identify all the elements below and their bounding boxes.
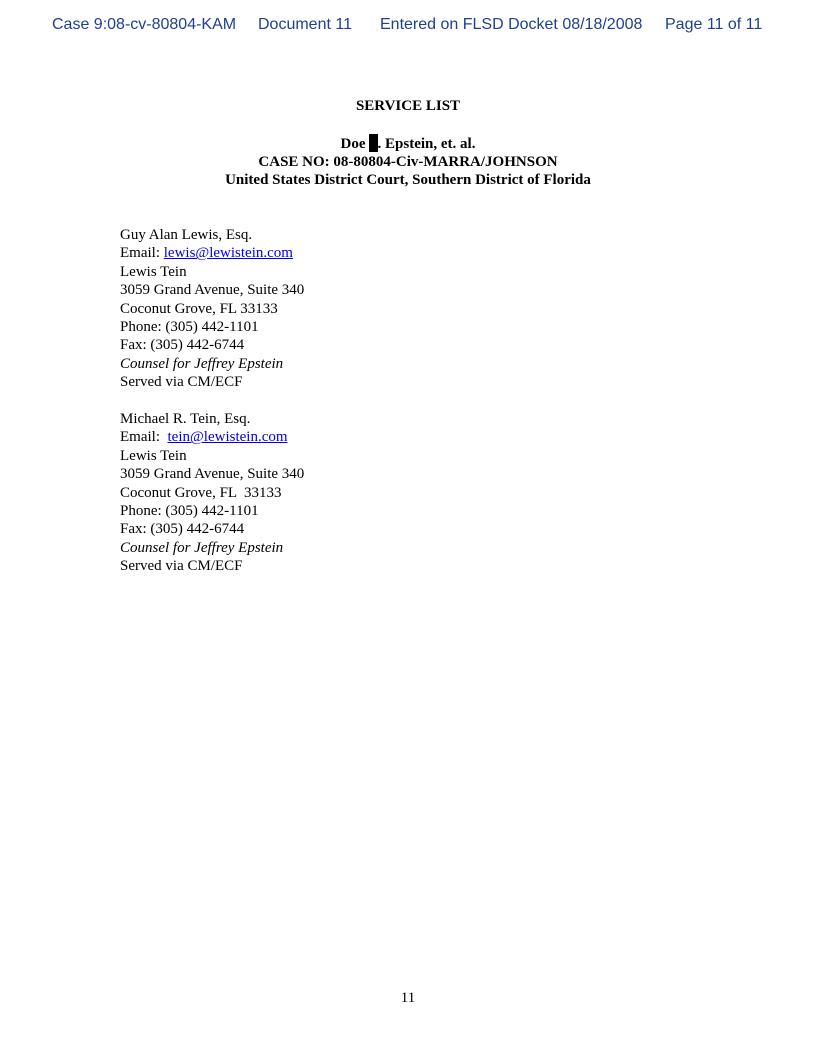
- counsel-entry: [120, 410, 520, 576]
- phone-number: Phone: (305) 442-1101: [120, 503, 259, 520]
- case-number-line: CASE NO: 08-80804-Civ-MARRA/JOHNSON: [258, 154, 558, 170]
- email-label: Email:: [120, 429, 168, 446]
- counsel-name: Michael R. Tein, Esq.: [120, 411, 251, 427]
- counsel-email-line: [120, 428, 520, 446]
- counsel-email-line: [120, 244, 520, 262]
- redaction-box: [369, 134, 378, 152]
- fax-number: Fax: (305) 442-6744: [120, 337, 245, 354]
- header-page-count: Page 11 of 11: [665, 16, 763, 33]
- party-line: [0, 134, 816, 153]
- email-link[interactable]: lewis@lewistein.com: [163, 245, 293, 262]
- city-state-zip: Coconut Grove, FL 33133: [120, 484, 282, 501]
- email-link[interactable]: tein@lewistein.com: [167, 429, 288, 446]
- counsel-name: Guy Alan Lewis, Esq.: [120, 227, 253, 243]
- city-state-zip: Coconut Grove, FL 33133: [120, 300, 278, 317]
- counsel-entry: [120, 226, 520, 392]
- fax-number: Fax: (305) 442-6744: [120, 521, 245, 538]
- party-suffix: . Epstein, et. al.: [377, 136, 476, 152]
- service-method: Served via CM/ECF: [120, 558, 243, 575]
- firm-name: Lewis Tein: [120, 447, 187, 464]
- service-list-title: SERVICE LIST: [355, 98, 461, 114]
- header-case-number: Case 9:08-cv-80804-KAM: [52, 16, 237, 33]
- header-docket-entry: Entered on FLSD Docket 08/18/2008: [380, 16, 643, 33]
- email-label: Email:: [120, 245, 164, 262]
- firm-name: Lewis Tein: [120, 263, 187, 280]
- party-prefix: Doe: [340, 136, 366, 152]
- header-document-number: Document 11: [258, 16, 352, 33]
- court-filing-header: [0, 16, 816, 40]
- counsel-role: Counsel for Jeffrey Epstein: [120, 355, 284, 372]
- court-name-line: United States District Court, Southern District of Florida: [225, 172, 591, 188]
- street-address: 3059 Grand Avenue, Suite 340: [120, 282, 305, 299]
- page-number: 11: [400, 990, 416, 1006]
- counsel-role: Counsel for Jeffrey Epstein: [120, 539, 284, 556]
- service-method: Served via CM/ECF: [120, 374, 243, 391]
- street-address: 3059 Grand Avenue, Suite 340: [120, 466, 305, 483]
- phone-number: Phone: (305) 442-1101: [120, 319, 259, 336]
- case-caption: [0, 134, 816, 189]
